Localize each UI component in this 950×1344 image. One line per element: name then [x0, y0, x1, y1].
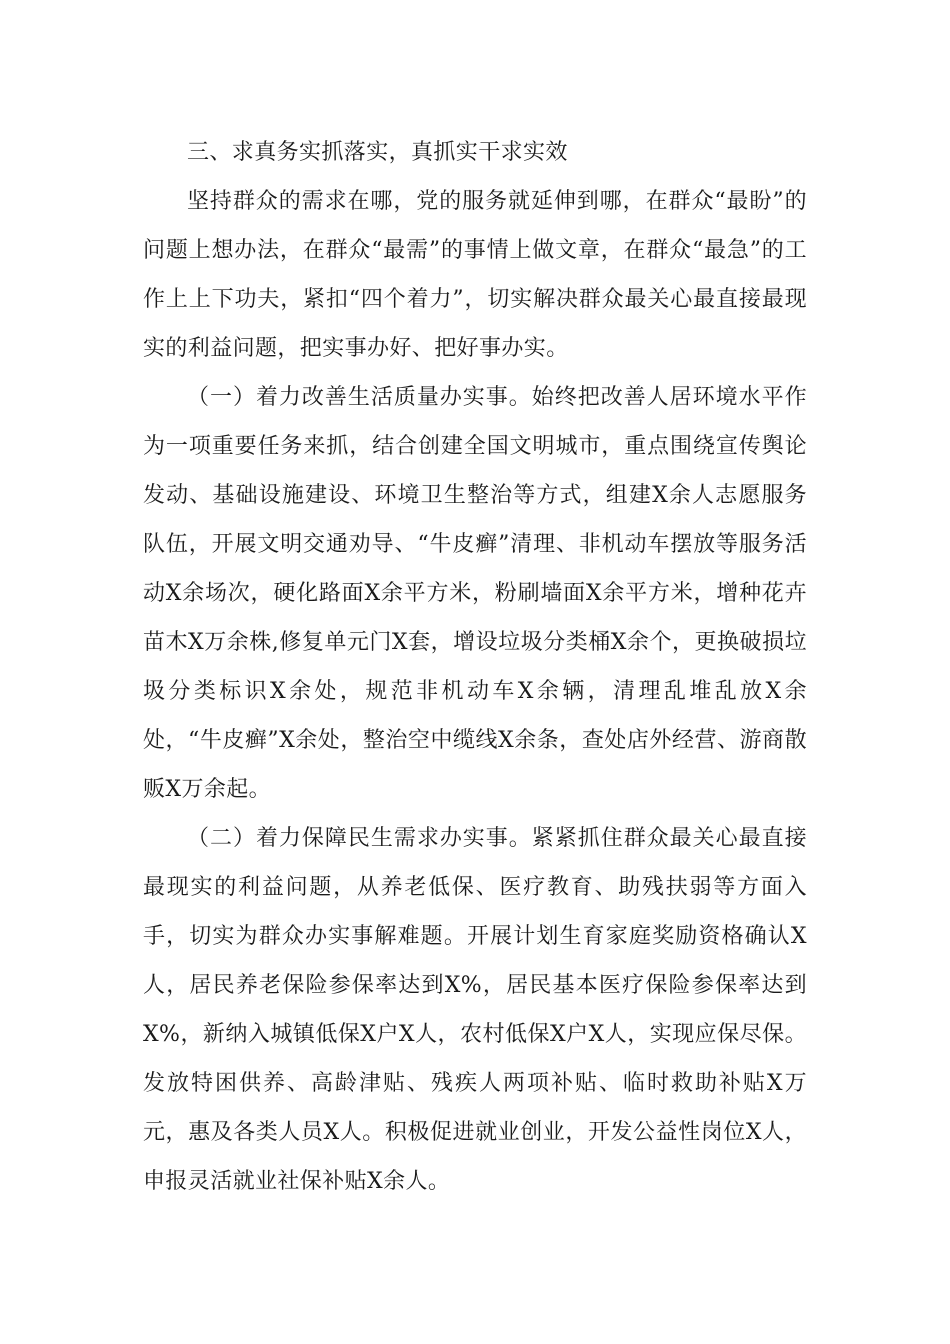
paragraph-livelihood-needs: （二）着力保障民生需求办实事。紧紧抓住群众最关心最直接最现实的利益问题，从养老低保、医疗教育、助残扶弱等方面入手，切实为群众办实事解难题。开展计划生育家庭奖励资格确认X人，居民养老保险参保率达到X%，居民基本医疗保险参保率达到X%，新纳入城镇低保X户X人，农村低保X户X人，实现应保尽保。发放特困供养、高龄津贴、残疾人两项补贴、临时救助补贴X万元，惠及各类人员X人。积极促进就业创业，开发公益性岗位X人，申报灵活就业社保补贴X余人。 [143, 826, 807, 1194]
document-body [143, 128, 807, 1206]
paragraph-intro: 坚持群众的需求在哪，党的服务就延伸到哪，在群众“最盼”的问题上想办法，在群众“最需”的事情上做文章，在群众“最急”的工作上上下功夫，紧扣“四个着力”，切实解决群众最关心最直接最现实的利益问题，把实事办好、把好事办实。 [143, 189, 807, 361]
paragraph-living-quality: （一）着力改善生活质量办实事。始终把改善人居环境水平作为一项重要任务来抓，结合创建全国文明城市，重点围绕宣传舆论发动、基础设施建设、环境卫生整治等方式，组建X余人志愿服务队伍，开展文明交通劝导、“牛皮癣”清理、非机动车摆放等服务活动X余场次，硬化路面X余平方米，粉刷墙面X余平方米，增种花卉苗木X万余株,修复单元门X套，增设垃圾分类桶X余个，更换破损垃圾分类标识X余处，规范非机动车X余辆，清理乱堆乱放X余处，“牛皮癣”X余处，整治空中缆线X余条，查处店外经营、游商散贩X万余起。 [143, 385, 807, 802]
section-heading: 三、求真务实抓落实，真抓实干求实效 [187, 140, 568, 165]
